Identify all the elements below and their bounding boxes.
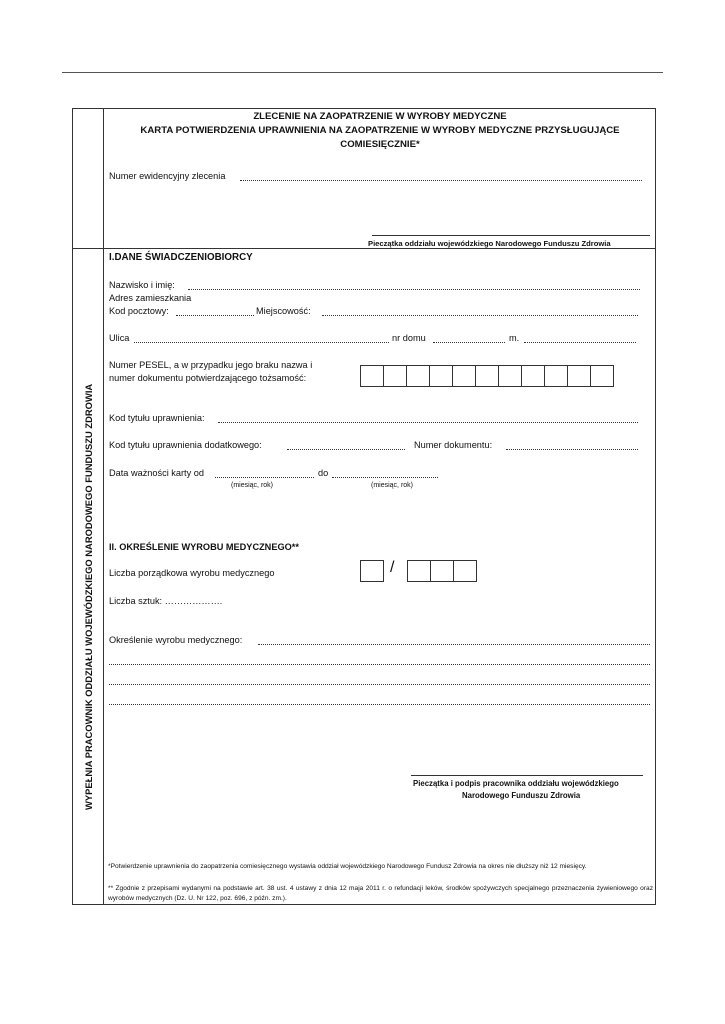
entitlement-label: Kod tytułu uprawnienia: — [109, 413, 205, 423]
pesel-box[interactable] — [407, 366, 430, 386]
pesel-box[interactable] — [384, 366, 407, 386]
street-field[interactable] — [134, 342, 389, 343]
pesel-box[interactable] — [476, 366, 499, 386]
house-number-label: nr domu — [392, 333, 426, 343]
pesel-box[interactable] — [430, 366, 453, 386]
ordinal-boxes-right[interactable] — [407, 560, 477, 582]
validity-from-field[interactable] — [215, 477, 314, 478]
description-field-line1[interactable] — [258, 644, 650, 645]
description-field-line3[interactable] — [109, 684, 650, 685]
pesel-box[interactable] — [499, 366, 522, 386]
name-field[interactable] — [188, 289, 640, 290]
validity-label: Data ważności karty od — [109, 468, 204, 478]
extra-entitlement-label: Kod tytułu uprawnienia dodatkowego: — [109, 440, 262, 450]
ordinal-box[interactable] — [454, 561, 476, 581]
sidebar-divider — [103, 108, 104, 905]
pesel-label-line1: Numer PESEL, a w przypadku jego braku nazwa i — [109, 360, 313, 370]
validity-to-hint: (miesiąc, rok) — [371, 482, 414, 489]
address-label: Adres zamieszkania — [109, 293, 192, 303]
ordinal-box-left[interactable] — [360, 560, 384, 582]
order-number-field[interactable] — [240, 180, 642, 181]
stamp-line — [372, 235, 650, 236]
validity-to-field[interactable] — [332, 477, 438, 478]
ordinal-slash: / — [390, 559, 395, 576]
city-field[interactable] — [322, 315, 638, 316]
name-label: Nazwisko i imię: — [109, 280, 175, 290]
validity-to-label: do — [318, 468, 329, 478]
footnote-2: ** Zgodnie z przepisami wydanymi na podstawie art. 38 ust. 4 ustawy z dnia 12 maja 2011 r. o refundacji leków, środków spożywczych specjalnego przeznaczenia żywieniowego oraz wyrobów medycznych (Dz. U. Nr 122, poz. 696, z późn. zm.). — [108, 885, 653, 902]
validity-from-hint: (miesiąc, rok) — [231, 482, 274, 489]
description-label: Określenie wyrobu medycznego: — [109, 635, 243, 645]
form-title-line2: KARTA POTWIERDZENIA UPRAWNIENIA NA ZAOPATRZENIE W WYROBY MEDYCZNE PRZYSŁUGUJĄCE — [140, 125, 620, 136]
pesel-label-line2: numer dokumentu potwierdzającego tożsamość: — [109, 373, 307, 383]
street-label: Ulica — [109, 333, 130, 343]
flat-number-label: m. — [509, 333, 520, 343]
flat-number-field[interactable] — [524, 342, 636, 343]
pesel-boxes[interactable] — [360, 365, 614, 387]
pesel-box[interactable] — [453, 366, 476, 386]
postal-code-field[interactable] — [176, 315, 254, 316]
ordinal-box[interactable] — [408, 561, 431, 581]
extra-entitlement-field[interactable] — [287, 449, 405, 450]
signature-caption-line1: Pieczątka i podpis pracownika oddziału wojewódzkiego — [413, 779, 619, 788]
pesel-box[interactable] — [545, 366, 568, 386]
section1-heading: I.DANE ŚWIADCZENIOBIORCY — [109, 252, 253, 263]
header-divider — [72, 248, 656, 249]
section2-heading: II. OKREŚLENIE WYROBU MEDYCZNEGO** — [109, 542, 299, 552]
ordinal-box[interactable] — [361, 561, 383, 581]
footnote-1: *Potwierdzenie uprawnienia do zaopatrzenia comiesięcznego wystawia oddział wojewódzkiego Narodowego Fundusz Zdrowia na okres nie dłuższy niż 12 miesięcy. — [108, 863, 587, 870]
document-number-field[interactable] — [506, 449, 638, 450]
description-field-line4[interactable] — [109, 704, 650, 705]
house-number-field[interactable] — [433, 342, 505, 343]
top-rule — [62, 72, 663, 73]
sidebar-vertical-label: WYPEŁNIA PRACOWNIK ODDZIAŁU WOJEWÓDZKIEGO NARODOWEGO FUNDUSZU ZDROWIA — [83, 383, 94, 810]
signature-line — [411, 775, 643, 776]
stamp-caption: Pieczątka oddziału wojewódzkiego Narodowego Funduszu Zdrowia — [368, 239, 611, 248]
signature-caption-line2: Narodowego Funduszu Zdrowia — [462, 791, 581, 800]
pesel-box[interactable] — [568, 366, 591, 386]
city-label: Miejscowość: — [256, 306, 311, 316]
quantity-label: Liczba sztuk: ………………. — [109, 596, 223, 606]
pesel-box[interactable] — [591, 366, 613, 386]
document-number-label: Numer dokumentu: — [414, 440, 493, 450]
pesel-box[interactable] — [361, 366, 384, 386]
order-number-label: Numer ewidencyjny zlecenia — [109, 171, 226, 181]
ordinal-box[interactable] — [431, 561, 454, 581]
pesel-box[interactable] — [522, 366, 545, 386]
entitlement-field[interactable] — [218, 422, 638, 423]
ordinal-label: Liczba porządkowa wyrobu medycznego — [109, 568, 275, 578]
form-title-line3: COMIESIĘCZNIE* — [340, 139, 420, 150]
postal-code-label: Kod pocztowy: — [109, 306, 169, 316]
description-field-line2[interactable] — [109, 664, 650, 665]
form-title-line1: ZLECENIE NA ZAOPATRZENIE W WYROBY MEDYCZNE — [253, 111, 507, 122]
